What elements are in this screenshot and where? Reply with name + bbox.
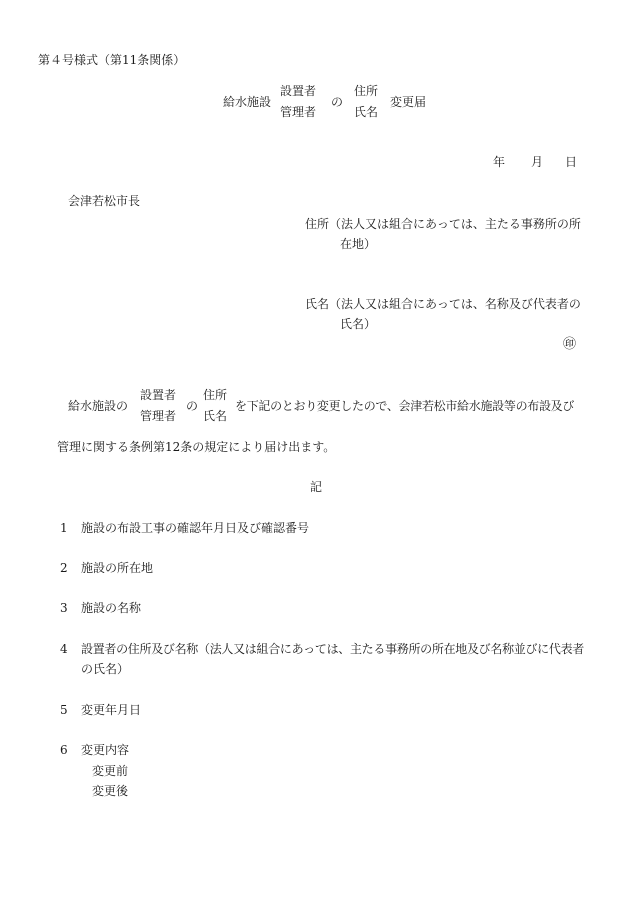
seal-mark: ㊞ [563,337,577,352]
title-role-top: 設置者 [280,84,317,98]
title-prefix: 給水施設 [223,95,272,109]
item-text: 変更内容 [81,743,130,757]
body-field-top: 住所 [203,388,228,402]
item-number: 4 [60,642,68,656]
item-text: 設置者の住所及び名称（法人又は組合にあっては、主たる事務所の所在地及び名称並びに代表者 [81,642,584,656]
title-role-stack [280,84,316,120]
body-line1-rest: を下記のとおり変更したので、会津若松市給水施設等の布設及び [235,399,575,413]
applicant-address-label: 住所（法人又は組合にあっては、主たる事務所の所 [305,217,581,231]
ki-heading: 記 [310,480,323,494]
item-sub-after: 変更後 [92,784,129,798]
applicant-name-label-cont: 氏名） [340,317,377,331]
date-year-label: 年 [493,155,506,169]
item-text-cont: の氏名） [81,662,130,676]
item-number: 6 [60,743,68,757]
body-line2: 管理に関する条例第12条の規定により届け出ます。 [57,440,336,454]
body-role-top: 設置者 [140,388,177,402]
item-number: 1 [60,521,68,535]
body-prefix: 給水施設の [68,399,129,413]
title-suffix: 変更届 [390,95,427,109]
item-text: 変更年月日 [81,703,142,717]
body-particle: の [186,399,199,413]
body-field-bottom: 氏名 [203,409,228,424]
body-role-bottom: 管理者 [140,409,177,424]
title-role-bottom: 管理者 [280,105,317,120]
item-number: 3 [60,601,68,615]
title-field-top: 住所 [354,84,379,98]
form-number: 第４号様式（第11条関係） [38,53,186,67]
item-sub-before: 変更前 [92,764,129,778]
applicant-address-label-cont: 在地） [340,237,377,251]
addressee: 会津若松市長 [68,194,141,208]
title-particle: の [331,95,344,109]
item-text: 施設の名称 [81,601,142,615]
body-role-stack [140,388,176,424]
item-text: 施設の所在地 [81,561,154,575]
item-number: 2 [60,561,68,575]
date-month-label: 月 [531,155,544,169]
item-number: 5 [60,703,68,717]
item-text: 施設の布設工事の確認年月日及び確認番号 [81,521,310,535]
body-field-stack [203,388,227,424]
applicant-name-label: 氏名（法人又は組合にあっては、名称及び代表者の [305,297,581,311]
title-field-bottom: 氏名 [354,105,379,120]
title-field-stack [354,84,378,120]
date-day-label: 日 [565,155,578,169]
